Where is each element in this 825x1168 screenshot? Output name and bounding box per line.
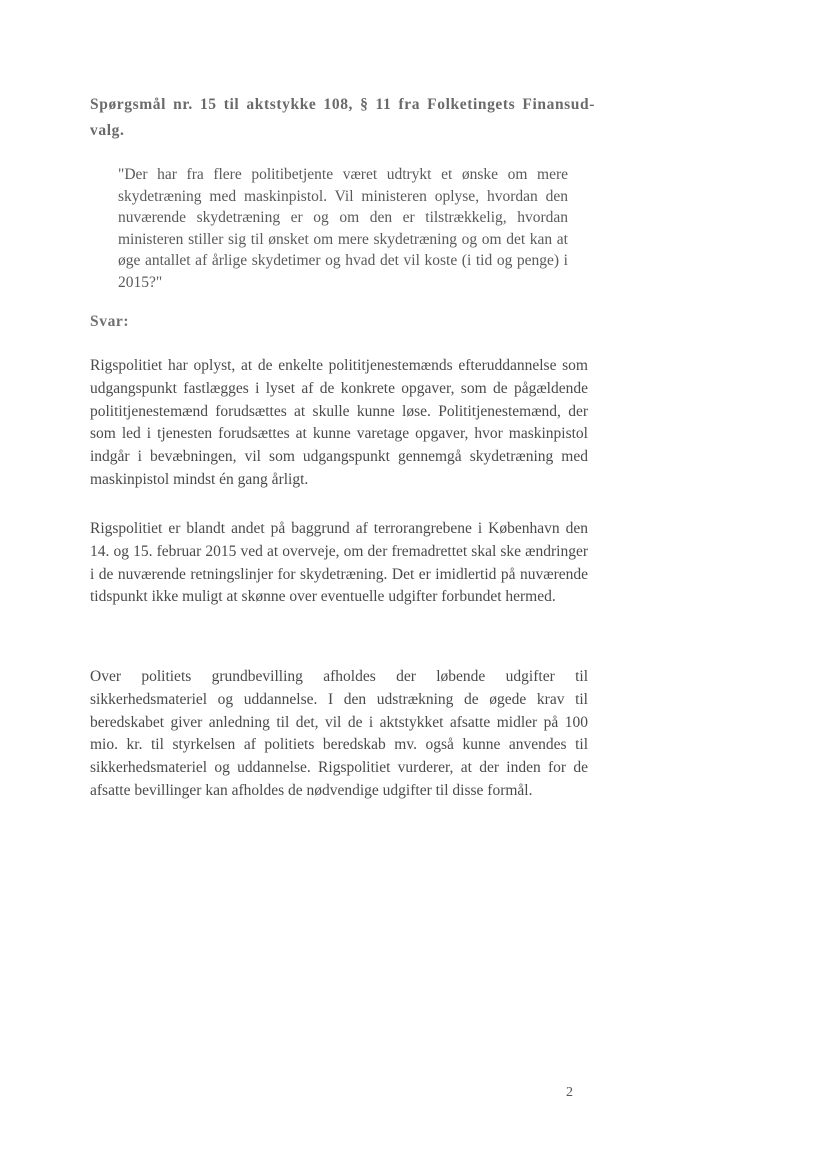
- question-quote: "Der har fra flere politibetjente været udtrykt et ønske om mere skydetræning med maskinpistol. Vil ministeren oplyse, hvordan den nuværende skydetræning er og om den er tilstrækkelig, hvordan ministeren stiller sig til ønsket om mere skydetræning og om det kan at øge antallet af årlige skydetimer og hvad det vil koste (i tid og penge) i 2015?": [118, 166, 568, 291]
- answer-label: Svar:: [90, 313, 130, 330]
- question-heading: Spørgsmål nr. 15 til aktstykke 108, § 11 fra Folketingets Finansud-valg.: [90, 96, 595, 139]
- answer-paragraph-3: Over politiets grundbevilling afholdes der løbende udgifter til sikkerhedsmateriel og uddannelse. I den udstrækning de øgede krav til beredskabet giver anledning til det, vil de i aktstykket afsatte midler på 100 mio. kr. til styrkelsen af politiets beredskab mv. også kunne anvendes til sikkerhedsmateriel og uddannelse. Rigspolitiet vurderer, at der inden for de afsatte bevillinger kan afholdes de nødvendige udgifter til disse formål.: [90, 668, 588, 799]
- answer-paragraph-2: Rigspolitiet er blandt andet på baggrund af terrorangrebene i København den 14. og 15. februar 2015 ved at overveje, om der fremadrettet skal ske ændringer i de nuværende retningslinjer for skydetræning. Det er imidlertid på nuværende tidspunkt ikke muligt at skønne over eventuelle udgifter forbundet hermed.: [90, 520, 588, 606]
- answer-paragraph-1: Rigspolitiet har oplyst, at de enkelte polititjenestemænds efteruddannelse som udgangspunkt fastlægges i lyset af de konkrete opgaver, som de pågældende polititjenestemænd forudsættes at skulle kunne løse. Polititjenestemænd, der som led i tjenesten forudsættes at kunne varetage opgaver, hvor maskinpistol indgår i bevæbningen, vil som udgangspunkt gennemgå skydetræning med maskinpistol mindst én gang årligt.: [90, 357, 588, 488]
- page-number: 2: [566, 1085, 573, 1100]
